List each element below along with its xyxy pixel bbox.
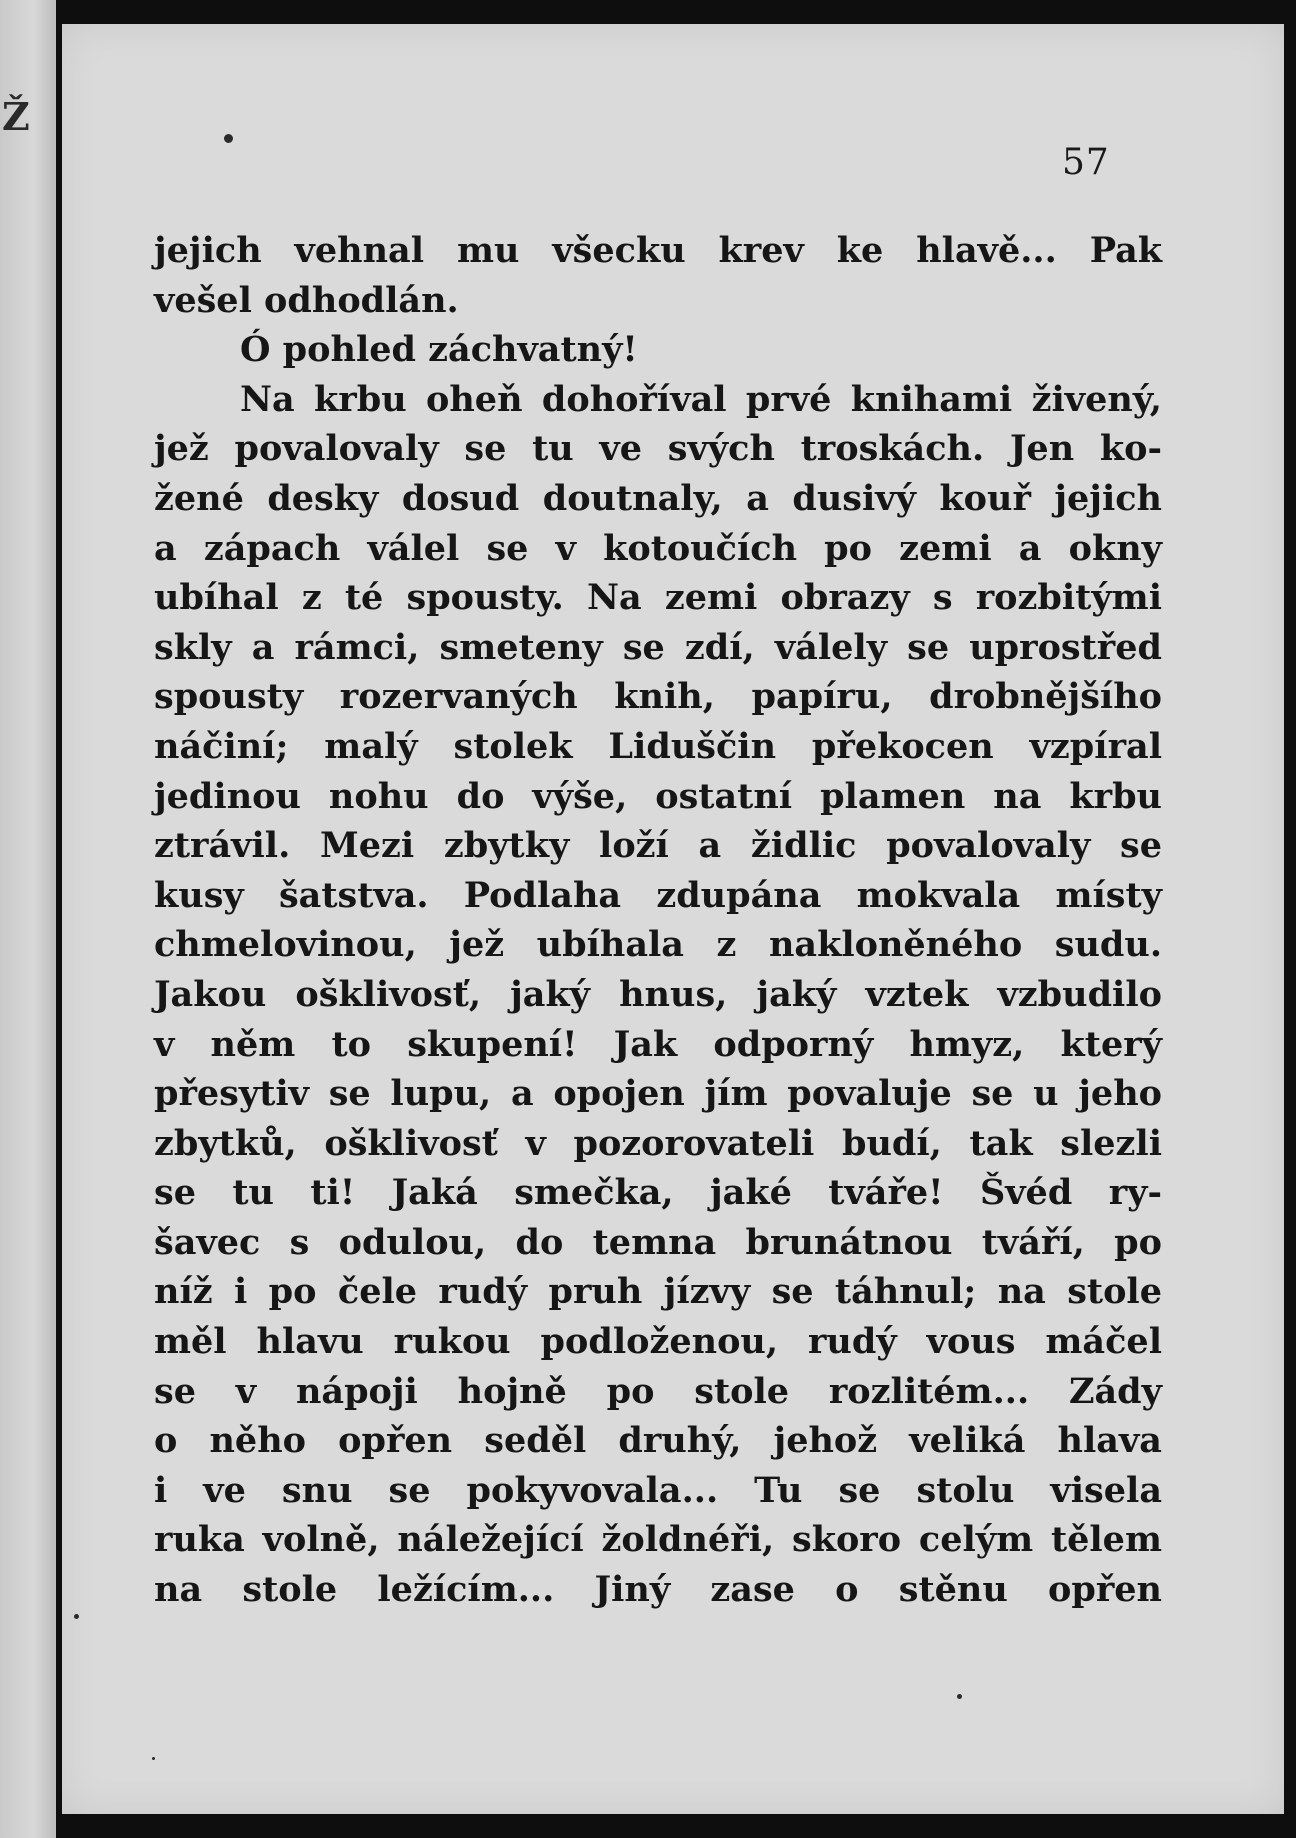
text-line: o něho opřen seděl druhý, jehož veliká hlava [154,1420,1162,1462]
text-line: šavec s odulou, do temna brunátnou tváří, po [154,1221,1162,1263]
adjacent-page-glyph: Ž [2,94,30,139]
text-line: jejich vehnal mu všecku krev ke hlavě... Pak [154,230,1162,271]
text-line: ubíhal z té spousty. Na zemi obrazy s rozbitými [154,577,1162,619]
text-line: ruka volně, náležející žoldnéři, skoro celým tělem [154,1519,1162,1561]
text-line: se v nápoji hojně po stole rozlitém... Zády [154,1370,1162,1412]
ink-speck [74,1614,79,1619]
ink-speck [224,134,233,143]
text-line: chmelovinou, jež ubíhala z nakloněného sudu. [154,924,1162,966]
text-line: zbytků, ošklivosť v pozorovateli budí, tak slezli [154,1122,1162,1164]
page-number: 57 [1062,142,1110,183]
text-line: náčiní; malý stolek Liduščin překocen vzpíral [154,725,1162,767]
text-line: ztrávil. Mezi zbytky loží a židlic povalovaly se [154,825,1162,867]
text-line: Ó pohled záchvatný! [240,329,638,371]
text-line: jedinou nohu do výše, ostatní plamen na krbu [154,775,1162,817]
text-line: skly a rámci, smeteny se zdí, válely se uprostřed [154,626,1162,668]
adjacent-page-edge [0,0,56,1838]
text-line: Na krbu oheň dohoříval prvé knihami živený, [240,378,1162,420]
text-line: spousty rozervaných knih, papíru, drobnějšího [154,676,1162,718]
text-line: kusy šatstva. Podlaha zdupána mokvala místy [154,874,1162,916]
ink-speck [152,1757,155,1760]
text-line: jež povalovaly se tu ve svých troskách. Jen ko- [154,428,1162,470]
text-line: měl hlavu rukou podloženou, rudý vous máčel [154,1321,1162,1363]
text-line: se tu ti! Jaká smečka, jaké tváře! Švéd ry- [154,1172,1162,1214]
text-line: na stole ležícím... Jiný zase o stěnu opřen [154,1569,1162,1611]
body-text [154,226,1162,1615]
text-line: i ve snu se pokyvovala... Tu se stolu visela [154,1469,1162,1511]
text-line: v něm to skupení! Jak odporný hmyz, který [154,1023,1162,1065]
text-line: vešel odhodlán. [154,279,459,321]
text-line: Jakou ošklivosť, jaký hnus, jaký vztek vzbudilo [154,973,1162,1015]
ink-speck [957,1694,962,1699]
text-line: a zápach válel se v kotoučích po zemi a okny [154,527,1162,569]
text-line: žené desky dosud doutnaly, a dusivý kouř jejich [154,477,1162,519]
book-page [62,24,1284,1814]
text-line: přesytiv se lupu, a opojen jím povaluje se u jeho [154,1073,1162,1115]
text-line: níž i po čele rudý pruh jízvy se táhnul; na stole [154,1271,1162,1313]
